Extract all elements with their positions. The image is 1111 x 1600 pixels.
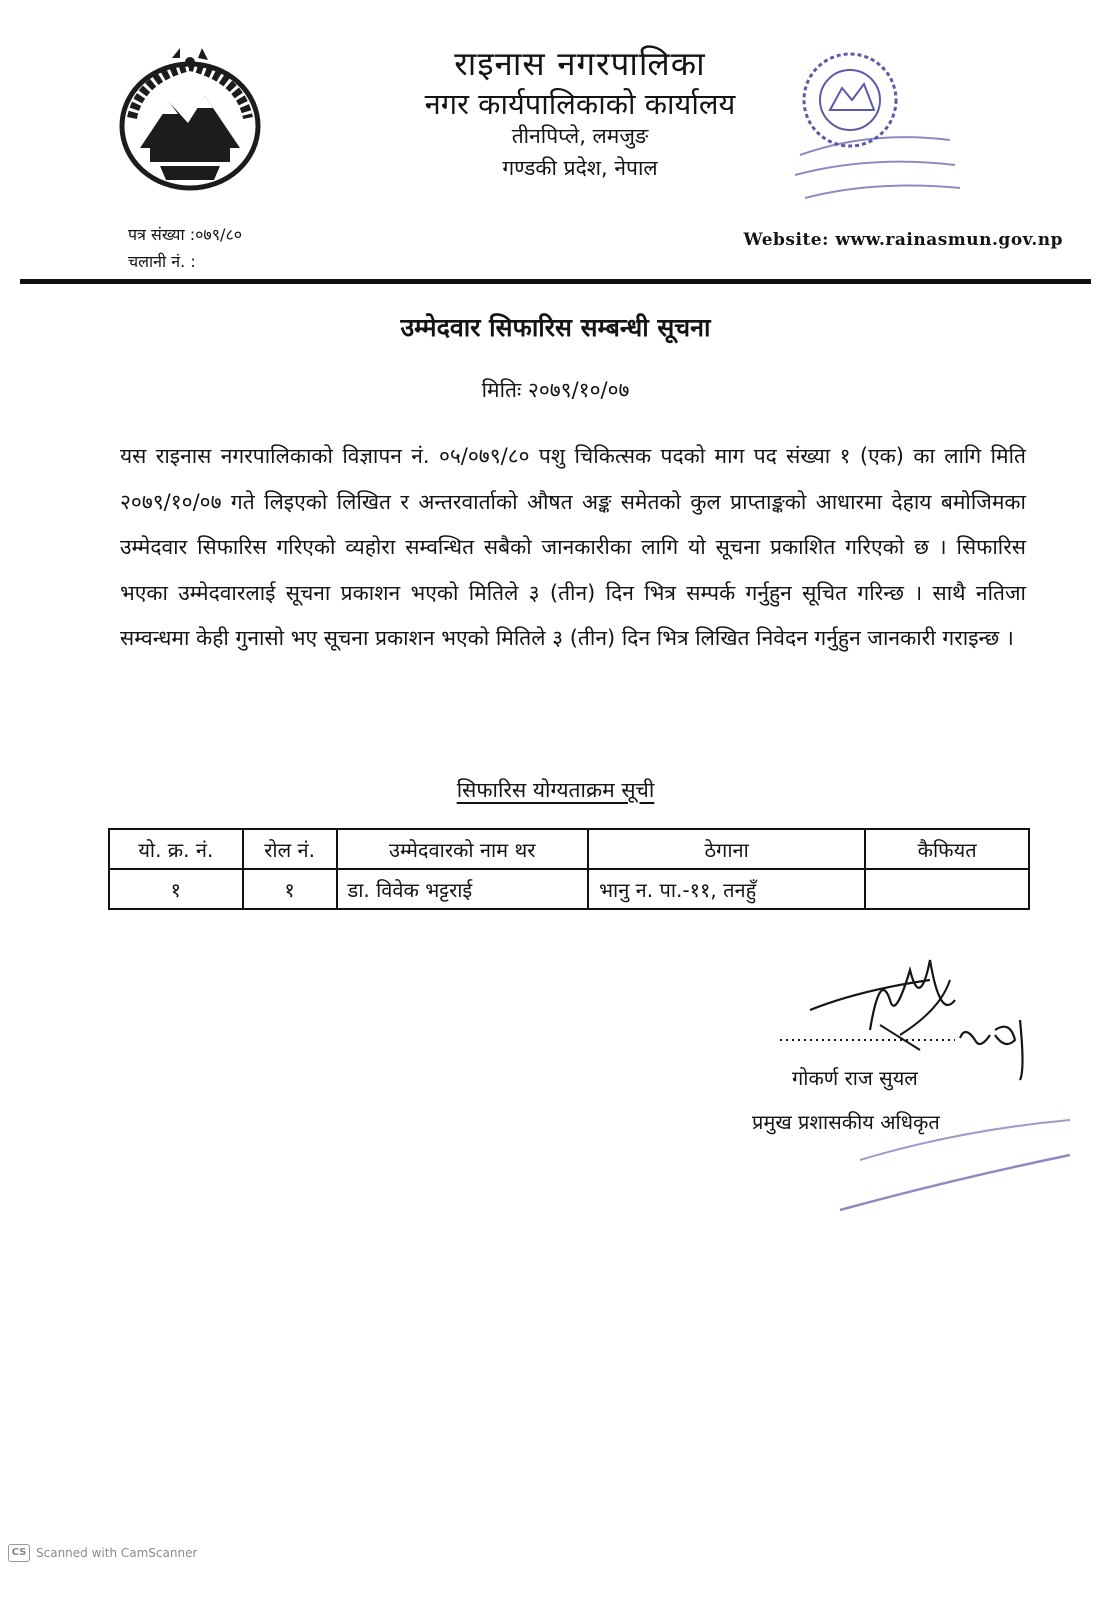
designation-stamp-icon [820, 1100, 1080, 1230]
recommendation-table [108, 828, 1030, 910]
notice-body: यस राइनास नगरपालिकाको विज्ञापन नं. ०५/०७९/८० पशु चिकित्सक पदको माग पद संख्या १ (एक) का लागि मिति २०७९/१०/०७ गते लिइएको लिखित र अन्तरवार्ताको औषत अङ्क समेतको कुल प्राप्ताङ्कको आधारमा देहाय बमोजिमका उम्मेदवार सिफारिस गरिएको व्यहोरा सम्वन्धित सबैको जानकारीका लागि यो सूचना प्रकाशित गरिएको छ । सिफारिस भएका उम्मेदवारलाई सूचना प्रकाशन भएको मितिले ३ (तीन) दिन भित्र सम्पर्क गर्नुहुन सूचित गरिन्छ । साथै नतिजा सम्वन्धमा केही गुनासो भए सूचना प्रकाशन भएको मितिले ३ (तीन) दिन भित्र लिखित निवेदन गर्नुहुन जानकारी गराइन्छ । [120, 444, 1026, 651]
col-address: ठेगाना [588, 829, 865, 869]
scanner-watermark [8, 1544, 197, 1562]
header-divider [20, 279, 1091, 284]
scanner-text: Scanned with CamScanner [36, 1546, 198, 1560]
cell-roll: १ [243, 869, 337, 909]
col-serial: यो. क्र. नं. [109, 829, 243, 869]
website-link[interactable]: Website: www.rainasmun.gov.np [743, 230, 1063, 250]
col-remarks: कैफियत [865, 829, 1029, 869]
notice-date: मितिः २०७९/१०/०७ [481, 378, 630, 402]
table-header-row [109, 829, 1029, 869]
col-roll: रोल नं. [243, 829, 337, 869]
office-name: नगर कार्यपालिकाको कार्यालय [424, 87, 736, 121]
cell-name: डा. विवेक भट्टराई [337, 869, 588, 909]
cell-serial: १ [109, 869, 243, 909]
org-name: राइनास नगरपालिका [454, 44, 706, 83]
camscanner-logo-icon: CS [8, 1544, 30, 1562]
office-stamp-icon [780, 40, 970, 215]
signatory-designation: प्रमुख प्रशासकीय अधिकृत [752, 1110, 940, 1134]
address-line-2: गण्डकी प्रदेश, नेपाल [502, 156, 658, 180]
col-name: उम्मेदवारको नाम थर [337, 829, 588, 869]
signatory-name: गोकर्ण राज सुयल [792, 1066, 918, 1090]
cell-remarks [865, 869, 1029, 909]
cell-address: भानु न. पा.-११, तनहुँ [588, 869, 865, 909]
table-row [109, 869, 1029, 909]
notice-title: उम्मेदवार सिफारिस सम्बन्धी सूचना [400, 313, 711, 342]
nepal-emblem-icon [110, 48, 270, 198]
list-title: सिफारिस योग्यताक्रम सूची [456, 778, 655, 802]
dispatch-number: चलानी नं. : [128, 252, 196, 271]
address-line-1: तीनपिप्ले, लमजुङ [511, 124, 649, 148]
reference-number: पत्र संख्या :०७९/८० [128, 225, 243, 244]
